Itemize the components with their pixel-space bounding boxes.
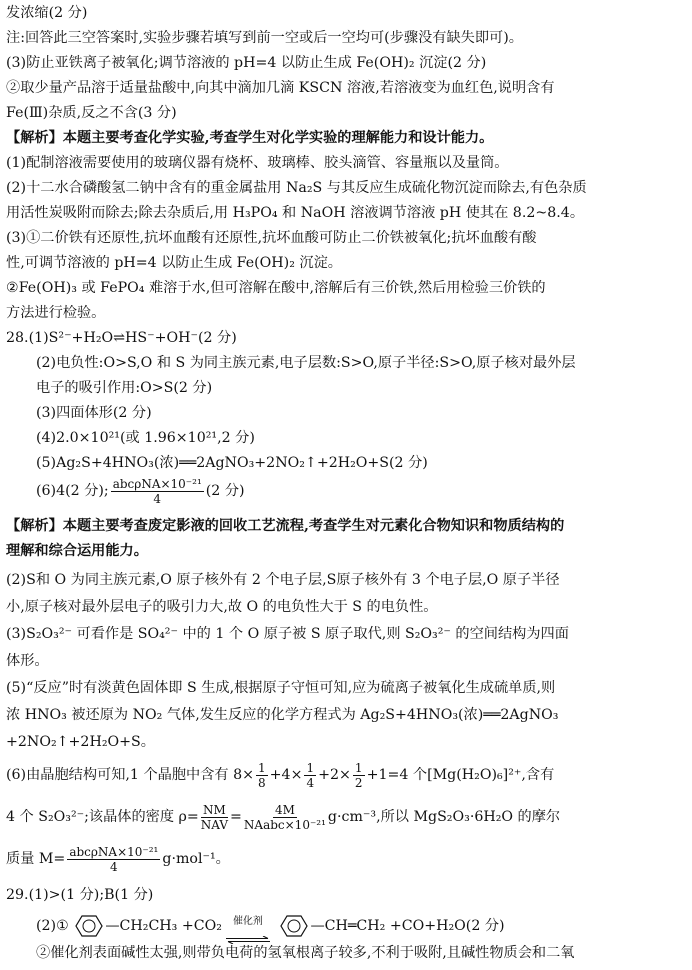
formula-line	[6, 758, 684, 792]
question-28-line: 28.(1)S²⁻+H₂O⇌HS⁻+OH⁻(2 分)	[6, 330, 237, 346]
text-line: +2NO₂↑+2H₂O+S。	[6, 734, 155, 750]
text-line: (1)配制溶液需要使用的玻璃仪器有烧杯、玻璃棒、胶头滴管、容量瓶以及量筒。	[6, 155, 509, 171]
text-line: 注:回答此三空答案时,实验步骤若填写到前一空或后一空均可(步骤没有缺失即可)。	[6, 30, 523, 46]
denominator: 4	[110, 859, 118, 874]
text-line: 电子的吸引作用:O>S(2 分)	[36, 380, 213, 396]
fraction	[304, 762, 316, 789]
text-fragment: +2×	[318, 767, 351, 783]
text-line: 用活性炭吸附而除去;除去杂质后,用 H₃PO₄ 和 NaOH 溶液调节溶液 pH 使其在 8.2~8.4。	[6, 205, 585, 221]
text-line: (4)2.0×10²¹(或 1.96×10²¹,2 分)	[36, 430, 255, 446]
reaction-equation	[36, 908, 684, 944]
text-line: 小,原子核对最外层电子的吸引力大,故 O 的电负性大于 S 的电负性。	[6, 599, 438, 615]
text-line: (5)“反应”时有淡黄色固体即 S 生成,根据原子守恒可知,应为硫离子被氧化生成硫单质,则	[6, 680, 556, 696]
numerator: 1	[306, 760, 315, 775]
text-fragment: (2 分)	[205, 483, 245, 499]
denominator: NAabc×10⁻²¹	[243, 817, 326, 832]
formula-line	[36, 476, 684, 506]
text-fragment: g·mol⁻¹。	[162, 851, 230, 867]
text-fragment: 4 个 S₂O₃²⁻;该晶体的密度 ρ=	[6, 809, 199, 825]
numerator: 1	[258, 760, 266, 775]
text-line: (3)①二价铁有还原性,抗坏血酸有还原性,抗坏血酸可防止二价铁被氧化;抗坏血酸有酸	[6, 230, 537, 246]
text-line: 性,可调节溶液的 pH=4 以防止生成 Fe(OH)₂ 沉淀。	[6, 255, 342, 271]
numerator: abcρNA×10⁻²¹	[112, 476, 202, 491]
text-line: 发浓缩(2 分)	[6, 5, 88, 21]
formula-line	[6, 842, 684, 876]
text-fragment: +1=4 个[Mg(H₂O)₆]²⁺,含有	[366, 767, 555, 783]
text-fragment: —CH₂CH₃ +CO₂	[105, 918, 222, 934]
text-line: ②取少量产品溶于适量盐酸中,向其中滴加几滴 KSCN 溶液,若溶液变为血红色,说明含有	[6, 80, 555, 96]
fraction	[111, 478, 204, 505]
fraction	[67, 846, 160, 873]
numerator: 4M	[274, 802, 295, 817]
text-fragment: (2)①	[36, 918, 69, 934]
denominator: NAV	[200, 817, 229, 832]
text-fragment: (6)由晶胞结构可知,1 个晶胞中含有 8×	[6, 767, 255, 783]
text-line: (3)四面体形(2 分)	[36, 405, 152, 421]
fraction	[256, 762, 268, 789]
text-line: Fe(Ⅲ)杂质,反之不含(3 分)	[6, 105, 177, 121]
denominator: 2	[354, 775, 363, 790]
fraction	[353, 762, 365, 789]
text-fragment: (6)4(2 分);	[36, 483, 109, 499]
text-line: (5)Ag₂S+4HNO₃(浓)══2AgNO₃+2NO₂↑+2H₂O+S(2 分)	[36, 455, 428, 471]
benzene-ring-icon	[75, 914, 103, 938]
analysis-heading: 理解和综合运用能力。	[6, 543, 148, 559]
text-line: ②Fe(OH)₃ 或 FePO₄ 难溶于水,但可溶解在酸中,溶解后有三价铁,然后用检验三价铁的	[6, 280, 546, 296]
denominator: 4	[153, 491, 162, 506]
text-fragment: +4×	[269, 767, 303, 783]
denominator: 4	[306, 775, 315, 790]
text-line: (2)十二水合磷酸氢二钠中含有的重金属盐用 Na₂S 与其反应生成硫化物沉淀而除去,有色杂质	[6, 180, 587, 196]
text-line: (3)防止亚铁离子被氧化;调节溶液的 pH=4 以防止生成 Fe(OH)₂ 沉淀(2 分)	[6, 55, 487, 71]
text-line: 体形。	[6, 653, 49, 669]
benzene-ring-icon	[280, 914, 308, 938]
text-fragment: g·cm⁻³,所以 MgS₂O₃·6H₂O 的摩尔	[327, 809, 561, 825]
catalyst-arrow	[226, 908, 270, 944]
text-line: (2)电负性:O>S,O 和 S 为同主族元素,电子层数:S>O,原子半径:S>O,原子核对最外层	[36, 355, 576, 371]
catalyst-label: 催化剂	[232, 916, 263, 927]
denominator: 8	[258, 775, 266, 790]
numerator: NM	[203, 802, 226, 817]
analysis-heading: 【解析】本题主要考查化学实验,考查学生对化学实验的理解能力和设计能力。	[6, 130, 494, 146]
text-line: (3)S₂O₃²⁻ 可看作是 SO₄²⁻ 中的 1 个 O 原子被 S 原子取代,则 S₂O₃²⁻ 的空间结构为四面	[6, 626, 569, 642]
question-29-line: 29.(1)>(1 分);B(1 分)	[6, 887, 154, 903]
text-line: 方法进行检验。	[6, 305, 106, 321]
text-line: (2)S和 O 为同主族元素,O 原子核外有 2 个电子层,S原子核外有 3 个电子层,O 原子半径	[6, 572, 560, 588]
text-fragment: =	[230, 809, 242, 825]
analysis-heading: 【解析】本题主要考查废定影液的回收工艺流程,考查学生对元素化合物知识和物质结构的	[6, 518, 565, 534]
formula-line	[6, 800, 684, 834]
numerator: abcρNA×10⁻²¹	[69, 844, 159, 859]
text-fragment: 质量 M=	[6, 851, 66, 867]
fraction	[201, 804, 228, 831]
text-fragment: —CH═CH₂ +CO+H₂O(2 分)	[310, 918, 505, 934]
numerator: 1	[354, 760, 363, 775]
text-line: 浓 HNO₃ 被还原为 NO₂ 气体,发生反应的化学方程式为 Ag₂S+4HNO₃(浓)══2AgNO₃	[6, 707, 559, 723]
fraction	[244, 804, 326, 831]
text-line: ②催化剂表面碱性太强,则带负电荷的氢氧根离子较多,不利于吸附,且碱性物质会和二氧	[36, 945, 575, 961]
